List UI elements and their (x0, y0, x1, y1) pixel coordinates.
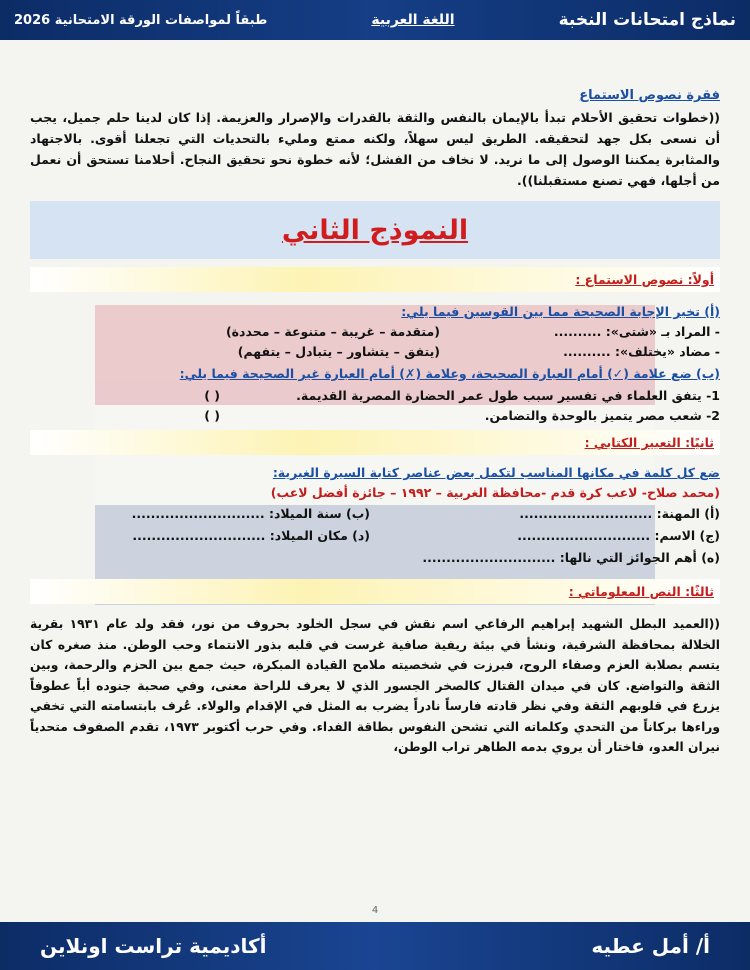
field-awards: (ه) أهم الجوائز التي نالها: ............................ (422, 550, 720, 565)
section2-heading-bar (30, 430, 720, 455)
listening-text-heading: فقرة نصوص الاستماع (579, 88, 720, 103)
model-title: النموذج الثاني (281, 214, 469, 246)
informational-text-body: ((العميد البطل الشهيد إبراهيم الرفاعي اسم نقش في سجل الخلود بحروف من نور، فقد ولد عام ١٩٣١ بقرية الخلالة بمحافظة الشرقية، ونشأ في بيئة ريفية صافية غرست في قلبه بذور الانتماء وحب الوطن. منذ صغره كان يتسم بصلابة العزم وصفاء الروح، فبرزت في شخصيته ملامح القيادة المبكرة، حيث جمع بين الحزم والرحمة، وبين الثقة والتواضع. كان في ميدان القتال كالصخر الجسور الذي لا يعرف للراحة معنى، وفي صحبة جنوده أباً عطوفاً يزرع في قلوبهم الثقة وفي نظر قادته فارساً نادراً يضرب به المثل في الإقدام والولاء. عُرف بابتسامته التي تخفي وراءها بركاناً من التحدي وكلماته التي تشحن النفوس بطاقة الفداء. وفي حرب أكتوبر ١٩٧٣، تقدم الصفوف متحدياً نيران العدو، فاختار أن يروي بدمه الطاهر تراب الوطن، (30, 617, 721, 754)
section1-part-b: (ب) ضع علامة (✓) أمام العبارة الصحيحة، وعلامة (✗) أمام العبارة غير الصحيحة فيما يلي: (179, 366, 720, 381)
listening-text-body: ((خطوات تحقيق الأحلام تبدأ بالإيمان بالنفس والثقة بالقدرات والإصرار والعزيمة. إذا كان لدينا حلم جميل، يجب أن نسعى بكل جهد لتحقيقه. الطريق ليس سهلاً، ولكنه ممتع ومليء بالتحديات التي تجعلنا أقوى. بالاجتهاد والمثابرة يمكننا الوصول إلى ما نريد. لا نخاف من الفشل؛ لأنه خطوة نحو تحقيق النجاح. أحلامنا تستحق أن نعمل من أجلها، فهي تصنع مستقبلنا)). (30, 110, 720, 188)
question-a2 (30, 342, 720, 362)
field-name: (ج) الاسم: ............................ (517, 528, 720, 543)
header-spec: طبقاً لمواصفات الورقة الامتحانية 2026 (14, 12, 268, 28)
question-b1-answer: ( ) (204, 388, 220, 403)
question-b2 (30, 406, 720, 426)
section1-heading: أولاً: نصوص الاستماع : (575, 272, 714, 287)
section2-word-bank: (محمد صلاح- لاعب كرة قدم -محافظة الغربية – ١٩٩٢ – جائزة أفضل لاعب) (270, 485, 720, 500)
question-a2-label: - مضاد «يختلف»: .......... (563, 344, 720, 359)
question-b2-answer: ( ) (204, 408, 220, 423)
section3-heading: ثالثًا: النص المعلوماتي : (568, 584, 714, 599)
biography-fields (30, 503, 720, 547)
teacher-name: أ/ أمل عطيه (591, 934, 710, 958)
section2-instruction: ضع كل كلمة في مكانها المناسب لتكمل بعض عناصر كتابة السيرة الغيرية: (272, 465, 720, 480)
question-a1 (30, 322, 720, 342)
question-b1-text: 1- يتفق العلماء في تفسير سبب طول عمر الحضارة المصرية القديمة. (296, 388, 720, 403)
header-title: نماذج امتحانات النخبة (558, 10, 736, 30)
question-b2-text: 2- شعب مصر يتميز بالوحدة والتضامن. (484, 408, 720, 423)
field-job: (أ) المهنة: ............................ (519, 506, 720, 521)
section2-heading: ثانيًا: التعبير الكتابي : (584, 435, 714, 450)
question-a2-options: (يتفق – يتشاور – يتبادل – يتفهم) (237, 344, 440, 359)
page-footer (0, 922, 750, 970)
question-a1-label: - المراد بـ «شتى»: .......... (553, 324, 720, 339)
header-subject: اللغة العربية (371, 12, 455, 28)
question-b1 (30, 386, 720, 406)
question-a1-options: (متقدمة – غريبة – متنوعة – محددة) (225, 324, 440, 339)
page-number: 4 (371, 905, 379, 916)
exam-content (30, 48, 720, 758)
page-header (0, 0, 750, 40)
academy-name: أكاديمية تراست اونلاين (40, 934, 267, 958)
section1-part-a: (أ) تخير الإجابة الصحيحة مما بين القوسين فيما يلي: (401, 304, 720, 319)
field-birth-year: (ب) سنة الميلاد: ............................ (131, 506, 370, 521)
listening-text-block (30, 88, 720, 191)
field-birth-place: (د) مكان الميلاد: ............................ (132, 528, 370, 543)
model-title-banner (30, 201, 720, 259)
section1-heading-bar (30, 267, 720, 292)
section3-heading-bar (30, 579, 720, 604)
